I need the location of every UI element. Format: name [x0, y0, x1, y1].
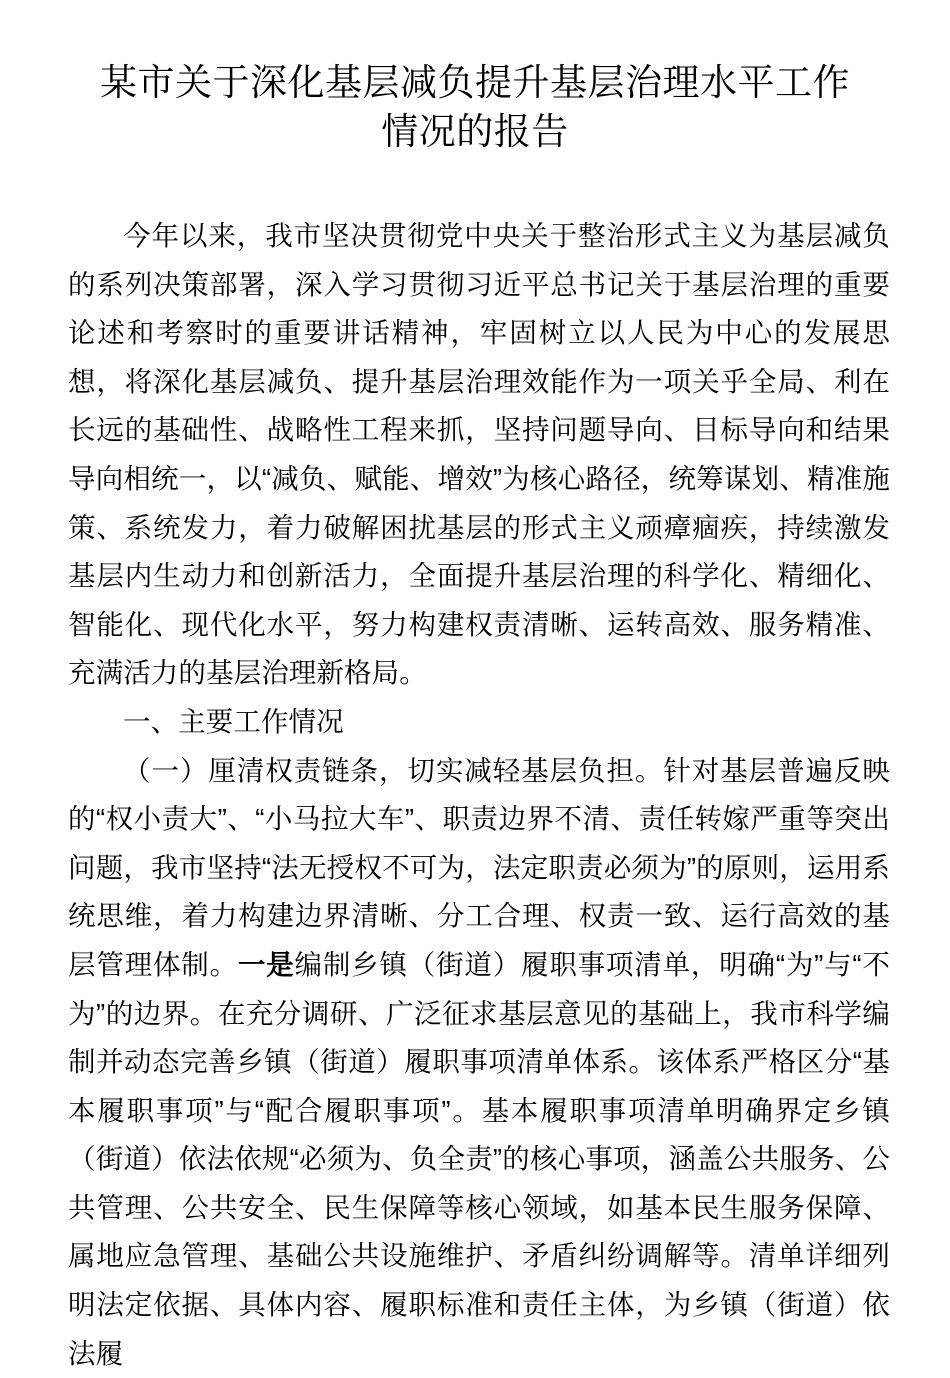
subsection-tail-text: 编制乡镇（街道）履职事项清单，明确“为”与“不为”的边界。在充分调研、广泛征求基层意见的基础上，我市科学编制并动态完善乡镇（街道）履职事项清单体系。该体系严格区分“基本履职事项”与“配合履职事项”。基本履职事项清单明确界定乡镇（街道）依法依规“必须为、负全责”的核心事项，涵盖公共服务、公共管理、公共安全、民生保障等核心领域，如基本民生服务保障、属地应急管理、基础公共设施维护、矛盾纠纷调解等。清单详细列明法定依据、具体内容、履职标准和责任主体，为乡镇（街道）依法履	[68, 948, 891, 1369]
page-title: 某市关于深化基层减负提升基层治理水平工作情况的报告	[100, 62, 850, 152]
subsection-lead-text: （一）厘清权责链条，切实减轻基层负担。针对基层普遍反映的“权小责大”、“小马拉大车”、职责边界不清、责任转嫁严重等突出问题，我市坚持“法无授权不可为，法定职责必须为”的原则，运用系统思维，着力构建边界清晰、分工合理、权责一致、运行高效的基层管理体制。	[68, 754, 890, 980]
paragraph-subsection-1-1	[68, 747, 890, 1378]
emphasis-point-one: 一是	[237, 948, 295, 980]
paragraph-introduction: 今年以来，我市坚决贯彻党中央关于整治形式主义为基层减负的系列决策部署，深入学习贯彻习近平总书记关于基层治理的重要论述和考察时的重要讲话精神，牢固树立以人民为中心的发展思想，将深化基层减负、提升基层治理效能作为一项关乎全局、利在长远的基础性、战略性工程来抓，坚持问题导向、目标导向和结果导向相统一，以“减负、赋能、增效”为核心路径，统筹谋划、精准施策、系统发力，着力破解困扰基层的形式主义顽瘴痼疾，持续激发基层内生动力和创新活力，全面提升基层治理的科学化、精细化、智能化、现代化水平，努力构建权责清晰、运转高效、服务精准、充满活力的基层治理新格局。	[68, 220, 890, 689]
section-heading-main-work: 一、主要工作情况	[123, 705, 344, 737]
document-body	[0, 212, 950, 1378]
